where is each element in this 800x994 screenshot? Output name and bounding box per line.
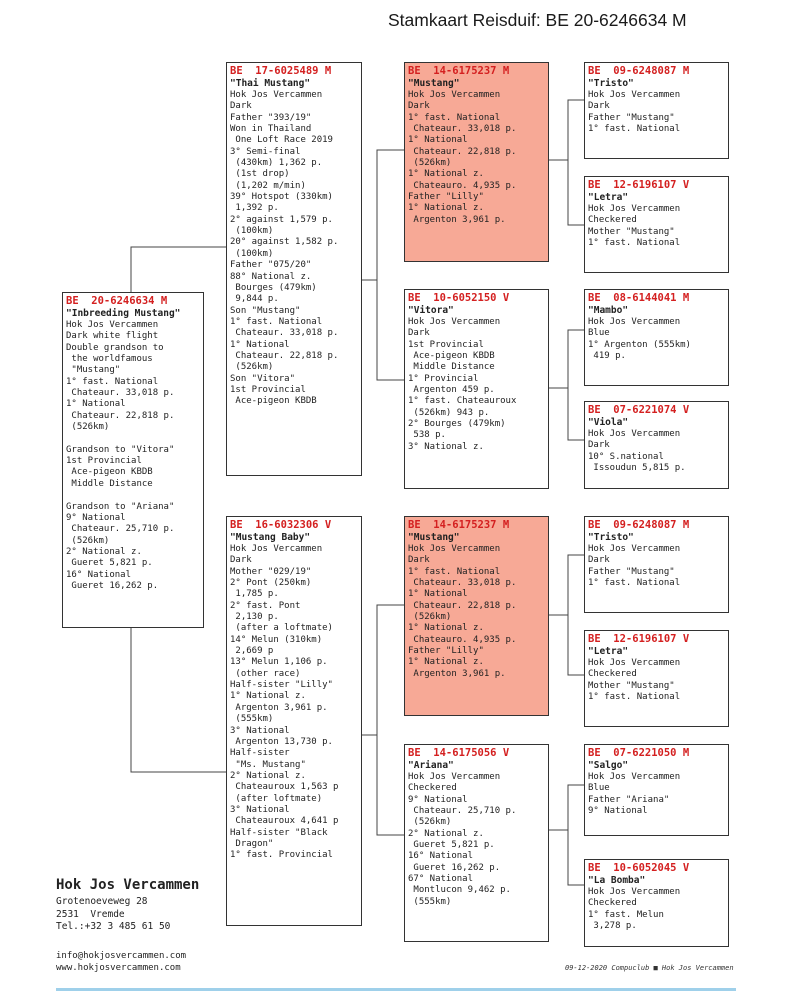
pigeon-card-mmf: [584, 744, 729, 836]
pigeon-name: "Tristo": [588, 78, 634, 89]
ring-number: BE 12-6196107 V: [588, 179, 690, 191]
pigeon-name: "Inbreeding Mustang": [66, 308, 181, 319]
pigeon-card-mmm: [584, 859, 729, 947]
pigeon-card-fm: [404, 289, 549, 489]
ring-number: BE 08-6144041 M: [588, 292, 690, 304]
pigeon-info: Hok Jos Vercammen Dark 1° fast. National Chateaur. 33,018 p. 1° National Chateaur. 22,818 p. (526km) 1° National z. Chateauro. 4,935 p. Father "Lilly" 1° National z. Argenton 3,961 p.: [408, 90, 517, 225]
pigeon-info: Hok Jos Vercammen Dark Father "393/19" Won in Thailand One Loft Race 2019 3° Semi-final (430km) 1,362 p. (1st drop) (1,202 m/min) 39° Hotspot (330km) 1,392 p. 2° against 1,579 p. (100km) 20° against 1,582 p. (100km) Father "075/20" 88° National z. Bourges (479km) 9,844 p. Son "Mustang" 1° fast. National Chateaur. 33,018 p. 1° National Chateaur. 22,818 p. (526km) Son "Vitora" 1st Provincial Ace-pigeon KBDB: [230, 90, 339, 407]
ring-number: BE 09-6248087 M: [588, 519, 690, 531]
breeder-name: Hok Jos Vercammen: [56, 877, 200, 893]
ring-number: BE 16-6032306 V: [230, 519, 332, 531]
pigeon-card-father: [226, 62, 362, 476]
pigeon-info: Hok Jos Vercammen Checkered 1° fast. Melun 3,278 p.: [588, 887, 681, 932]
ring-number: BE 09-6248087 M: [588, 65, 690, 77]
ring-number: BE 10-6052045 V: [588, 862, 690, 874]
pigeon-card-mf: [404, 516, 549, 716]
pigeon-info: Hok Jos Vercammen Dark Mother "029/19" 2° Pont (250km) 1,785 p. 2° fast. Pont 2,130 p. (after a loftmate) 14° Melun (310km) 2,669 p 13° Melun 1,106 p. (other race) Half-sister "Lilly" 1° National z. Argenton 3,961 p. (555km) 3° National Argenton 13,730 p. Half-sister "Ms. Mustang" 2° National z. Chateauroux 1,563 p (after loftmate) 3° National Chateauroux 4,641 p Half-sister "Black Dragon" 1° fast. Provincial: [230, 544, 339, 861]
pigeon-info: Hok Jos Vercammen Checkered Mother "Mustang" 1° fast. National: [588, 204, 681, 249]
pigeon-name: "Letra": [588, 646, 629, 657]
pigeon-card-mfm: [584, 630, 729, 727]
footer-credit: 09-12-2020 Compuclub ■ Hok Jos Vercammen: [565, 964, 734, 972]
pigeon-info: Hok Jos Vercammen Dark Father "Mustang" 1° fast. National: [588, 544, 681, 589]
pigeon-info: Hok Jos Vercammen Dark white flight Double grandson to the worldfamous "Mustang" 1° fast. National Chateaur. 33,018 p. 1° National Chateaur. 22,818 p. (526km) Grandson to "Vitora" 1st Provincial Ace-pigeon KBDB Middle Distance Grandson to "Ariana" 9° National Chateaur. 25,710 p. (526km) 2° National z. Gueret 5,821 p. 16° National Gueret 16,262 p.: [66, 320, 175, 591]
pigeon-info: Hok Jos Vercammen Dark Father "Mustang" 1° fast. National: [588, 90, 681, 135]
pigeon-info: Hok Jos Vercammen Dark 1° fast. National Chateaur. 33,018 p. 1° National Chateaur. 22,818 p. (526km) 1° National z. Chateauro. 4,935 p. Father "Lilly" 1° National z. Argenton 3,961 p.: [408, 544, 517, 679]
pigeon-info: Hok Jos Vercammen Blue Father "Ariana" 9° National: [588, 772, 681, 817]
pigeon-name: "Thai Mustang": [230, 78, 311, 89]
page-title: Stamkaart Reisduif: BE 20-6246634 M: [388, 10, 687, 30]
pigeon-name: "Mustang Baby": [230, 532, 311, 543]
pigeon-card-fmm: [584, 401, 729, 489]
pigeon-info: Hok Jos Vercammen Dark 10° S.national Issoudun 5,815 p.: [588, 429, 686, 474]
pigeon-card-subject: [62, 292, 204, 628]
pigeon-info: Hok Jos Vercammen Checkered Mother "Mustang" 1° fast. National: [588, 658, 681, 703]
pigeon-name: "Mambo": [588, 305, 629, 316]
ring-number: BE 17-6025489 M: [230, 65, 332, 77]
ring-number: BE 07-6221074 V: [588, 404, 690, 416]
ring-number: BE 10-6052150 V: [408, 292, 510, 304]
pigeon-info: Hok Jos Vercammen Checkered 9° National Chateaur. 25,710 p. (526km) 2° National z. Gueret 5,821 p. 16° National Gueret 16,262 p. 67° National Montlucon 9,462 p. (555km): [408, 772, 517, 907]
pigeon-info: Hok Jos Vercammen Dark 1st Provincial Ace-pigeon KBDB Middle Distance 1° Provincial Argenton 459 p. 1° fast. Chateauroux (526km) 943 p. 2° Bourges (479km) 538 p. 3° National z.: [408, 317, 517, 452]
pigeon-name: "Salgo": [588, 760, 629, 771]
pigeon-name: "Mustang": [408, 532, 460, 543]
ring-number: BE 14-6175237 M: [408, 519, 510, 531]
ring-number: BE 14-6175056 V: [408, 747, 510, 759]
pigeon-card-mother: [226, 516, 362, 926]
ring-number: BE 14-6175237 M: [408, 65, 510, 77]
pigeon-card-fff: [584, 62, 729, 159]
pigeon-name: "Viola": [588, 417, 629, 428]
pigeon-name: "Mustang": [408, 78, 460, 89]
pigeon-card-ffm: [584, 176, 729, 273]
pigeon-name: "La Bomba": [588, 875, 646, 886]
pigeon-card-mff: [584, 516, 729, 613]
breeder-address: Grotenoeveweg 28 2531 Vremde Tel.:+32 3 485 61 50: [56, 896, 171, 932]
pigeon-card-mm: [404, 744, 549, 942]
pigeon-card-fmf: [584, 289, 729, 386]
pigeon-name: "Vitora": [408, 305, 454, 316]
ring-number: BE 12-6196107 V: [588, 633, 690, 645]
ring-number: BE 20-6246634 M: [66, 295, 168, 307]
pigeon-info: Hok Jos Vercammen Blue 1° Argenton (555km) 419 p.: [588, 317, 691, 362]
breeder-contact: info@hokjosvercammen.com www.hokjosvercammen.com: [56, 951, 187, 973]
pigeon-name: "Letra": [588, 192, 629, 203]
pigeon-card-ff: [404, 62, 549, 262]
bottom-divider: [56, 988, 736, 991]
ring-number: BE 07-6221050 M: [588, 747, 690, 759]
pigeon-name: "Ariana": [408, 760, 454, 771]
pigeon-name: "Tristo": [588, 532, 634, 543]
